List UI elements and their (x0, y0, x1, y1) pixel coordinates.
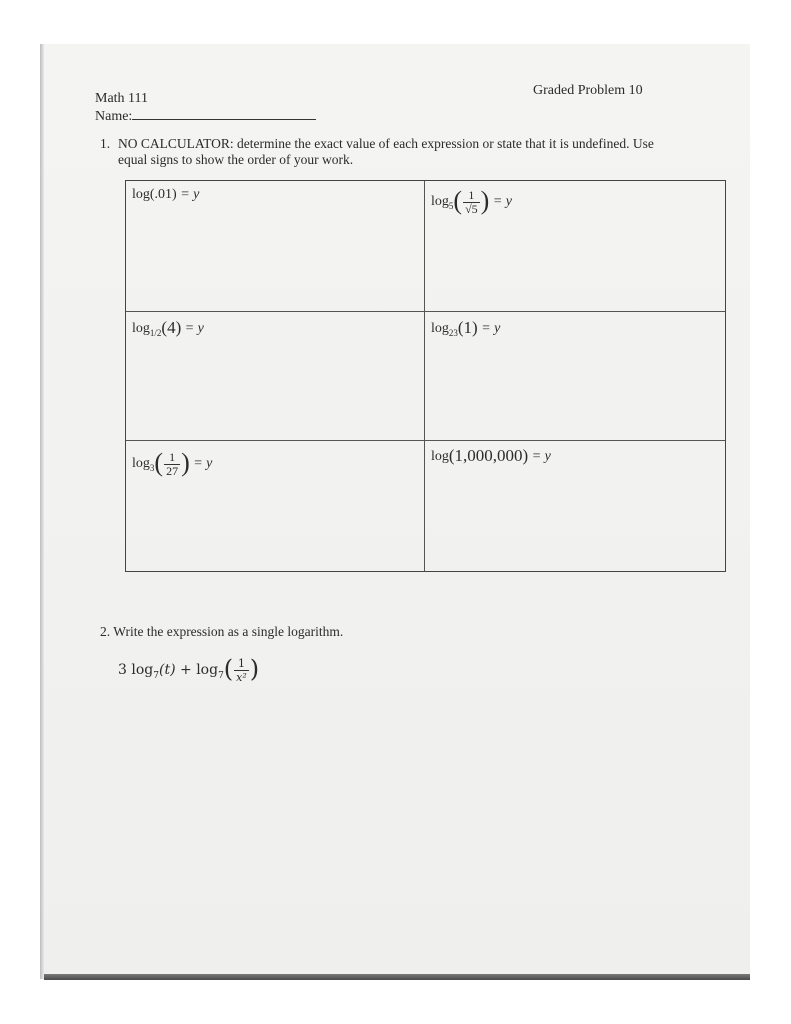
question-1 (100, 136, 680, 168)
question-1-prompt: NO CALCULATOR: determine the exact value of each expression or state that it is undefined. Use equal signs to show the order of your work. (118, 136, 654, 167)
question-2 (100, 624, 343, 640)
log-argument: (1,000,000) (448, 446, 529, 465)
paren-close: ) (181, 448, 190, 477)
problem-cell-2 (431, 187, 512, 217)
question-2-number: 2. (100, 624, 111, 639)
coefficient: 3 (118, 662, 127, 678)
fraction-denominator: x² (236, 670, 247, 684)
equals-y: = y (180, 187, 200, 202)
paren-open: ( (223, 655, 234, 683)
paren-close: ) (480, 186, 490, 215)
fraction (164, 451, 180, 478)
equals-y: = y (531, 449, 551, 465)
log-func: log (131, 662, 154, 678)
problem-grid (125, 180, 726, 572)
equals-y: = y (184, 321, 204, 337)
log-func: log (431, 321, 449, 337)
problem-cell-3 (132, 319, 204, 339)
fraction-numerator: 1 (463, 189, 480, 203)
header-left (95, 90, 316, 125)
paren-open: ( (453, 186, 463, 215)
log-func: log (431, 194, 449, 210)
equals-y: = y (193, 456, 213, 472)
problem-cell-5 (132, 449, 212, 479)
log-base: 23 (448, 328, 458, 339)
log-base: 1/2 (149, 328, 162, 339)
log-base: 7 (218, 671, 224, 681)
assignment-title: Graded Problem 10 (533, 83, 643, 98)
log-base: 3 (149, 463, 155, 474)
grid-row-divider (126, 311, 725, 312)
problem-cell-6 (431, 447, 551, 467)
fraction (234, 657, 249, 684)
log-func: log (132, 187, 150, 202)
problem-cell-4 (431, 319, 500, 339)
course-title: Math 111 (95, 91, 149, 106)
fraction-numerator: 1 (234, 657, 249, 671)
log-argument: (1) (457, 318, 478, 337)
fraction-denominator: 27 (166, 463, 179, 478)
question-2-expression (118, 656, 259, 684)
log-argument: (.01) (149, 187, 177, 202)
log-func: log (132, 321, 150, 337)
paren-open: ( (154, 448, 164, 477)
question-1-number: 1. (100, 136, 111, 151)
name-field (95, 107, 316, 125)
fraction-denominator: √5 (465, 201, 478, 216)
equals-y: = y (481, 321, 501, 337)
log-base: 5 (448, 201, 454, 212)
log-func: log (132, 456, 150, 472)
log-argument: (4) (161, 318, 182, 337)
log-argument: (t) (158, 662, 176, 678)
log-func: log (196, 662, 219, 678)
problem-cell-1 (132, 187, 199, 203)
grid-vertical-divider (424, 181, 425, 571)
log-func: log (431, 449, 449, 465)
paren-close: ) (249, 655, 260, 683)
equals-y: = y (492, 194, 512, 210)
fraction (463, 189, 480, 216)
name-blank-line (132, 107, 316, 120)
question-2-prompt: Write the expression as a single logarithm. (113, 624, 344, 639)
name-label: Name: (95, 109, 133, 124)
log-base: 7 (153, 671, 159, 681)
fraction-numerator: 1 (164, 451, 180, 465)
grid-row-divider (126, 440, 725, 441)
page-shadow-bottom (44, 974, 750, 980)
plus-sign: + (180, 662, 192, 678)
